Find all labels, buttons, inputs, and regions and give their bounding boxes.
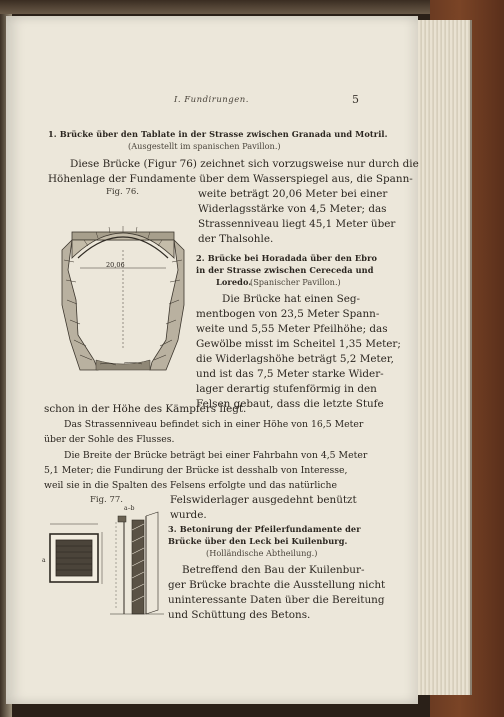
section-2-line: weite und 5,55 Meter Pfeilhöhe; das: [196, 323, 388, 335]
section-2-line: über der Sohle des Flusses.: [44, 434, 175, 445]
section-2-line: 5,1 Meter; die Fundirung der Brücke ist desshalb von Interesse,: [44, 465, 348, 476]
figure-77-label-a: a: [42, 557, 46, 564]
page-stack-edge: [418, 20, 472, 695]
book-page: [6, 16, 418, 704]
book-binding-top: [0, 0, 504, 14]
page-number: 5: [352, 93, 359, 106]
section-3-title-line: Brücke über den Leck bei Kuilenburg.: [168, 536, 348, 546]
section-2-line: Gewölbe misst im Scheitel 1,35 Meter;: [196, 338, 401, 350]
section-1-line: Höhenlage der Fundamente über dem Wasserspiegel aus, die Spann-: [48, 173, 413, 185]
section-2-subtitle: (Spanischer Pavillon.): [250, 277, 341, 287]
section-1-line: weite beträgt 20,06 Meter bei einer: [198, 188, 388, 200]
section-2-line: schon in der Höhe des Kämpfers liegt.: [44, 403, 247, 415]
section-3-title-line: 3. Betonirung der Pfeilerfundamente der: [168, 524, 361, 534]
section-3-line: Betreffend den Bau der Kuilenbur-: [182, 564, 365, 576]
figure-77-pier-foundation-drawing: [40, 502, 164, 616]
section-1-line: der Thalsohle.: [198, 233, 274, 245]
figure-76-caption: Fig. 76.: [106, 187, 139, 197]
section-3-line: uninteressante Daten über die Bereitung: [168, 594, 385, 606]
section-1-title: 1. Brücke über den Tablate in der Strasse zwischen Granada und Motril.: [48, 129, 388, 139]
section-3-line: ger Brücke brachte die Ausstellung nicht: [168, 579, 386, 591]
section-2-title-line: in der Strasse zwischen Cereceda und: [196, 265, 374, 275]
section-3-line: und Schüttung des Betons.: [168, 609, 311, 621]
section-1-line: Diese Brücke (Figur 76) zeichnet sich vorzugsweise nur durch die: [70, 158, 419, 170]
section-2-line: und ist das 7,5 Meter starke Wider-: [196, 368, 384, 380]
section-2-line: wurde.: [170, 509, 207, 521]
section-3-subtitle: (Holländische Abtheilung.): [206, 548, 318, 558]
section-2-line: Die Brücke hat einen Seg-: [222, 293, 361, 305]
section-2-line: Felswiderlager ausgedehnt benützt: [170, 494, 357, 506]
section-2-title-line: Loredo.: [216, 277, 252, 287]
section-1-line: Strassenniveau liegt 45,1 Meter über: [198, 218, 396, 230]
section-1-subtitle: (Ausgestellt im spanischen Pavillon.): [128, 141, 281, 151]
section-2-line: Die Breite der Brücke beträgt bei einer Fahrbahn von 4,5 Meter: [64, 450, 368, 461]
section-1-line: Widerlagsstärke von 4,5 Meter; das: [198, 203, 387, 215]
section-2-line: mentbogen von 23,5 Meter Spann-: [196, 308, 380, 320]
running-header: I. Fundirungen.: [174, 95, 249, 105]
section-2-line: Felsen gebaut, dass die letzte Stufe: [196, 398, 384, 410]
figure-77-label-ab: a–b: [124, 505, 135, 512]
section-2-title-line: 2. Brücke bei Horadada über den Ebro: [196, 253, 378, 263]
section-2-line: lager derartig stufenförmig in den: [196, 383, 377, 395]
figure-77-caption: Fig. 77.: [90, 495, 123, 505]
section-2-line: die Widerlagshöhe beträgt 5,2 Meter,: [196, 353, 394, 365]
section-2-line: Das Strassenniveau befindet sich in einer Höhe von 16,5 Meter: [64, 419, 364, 430]
figure-76-arch-bridge-drawing: [58, 210, 188, 372]
section-2-line: weil sie in die Spalten des Felsens erfolgte und das natürliche: [44, 480, 338, 491]
figure-76-span-label: 20,06: [106, 261, 125, 269]
